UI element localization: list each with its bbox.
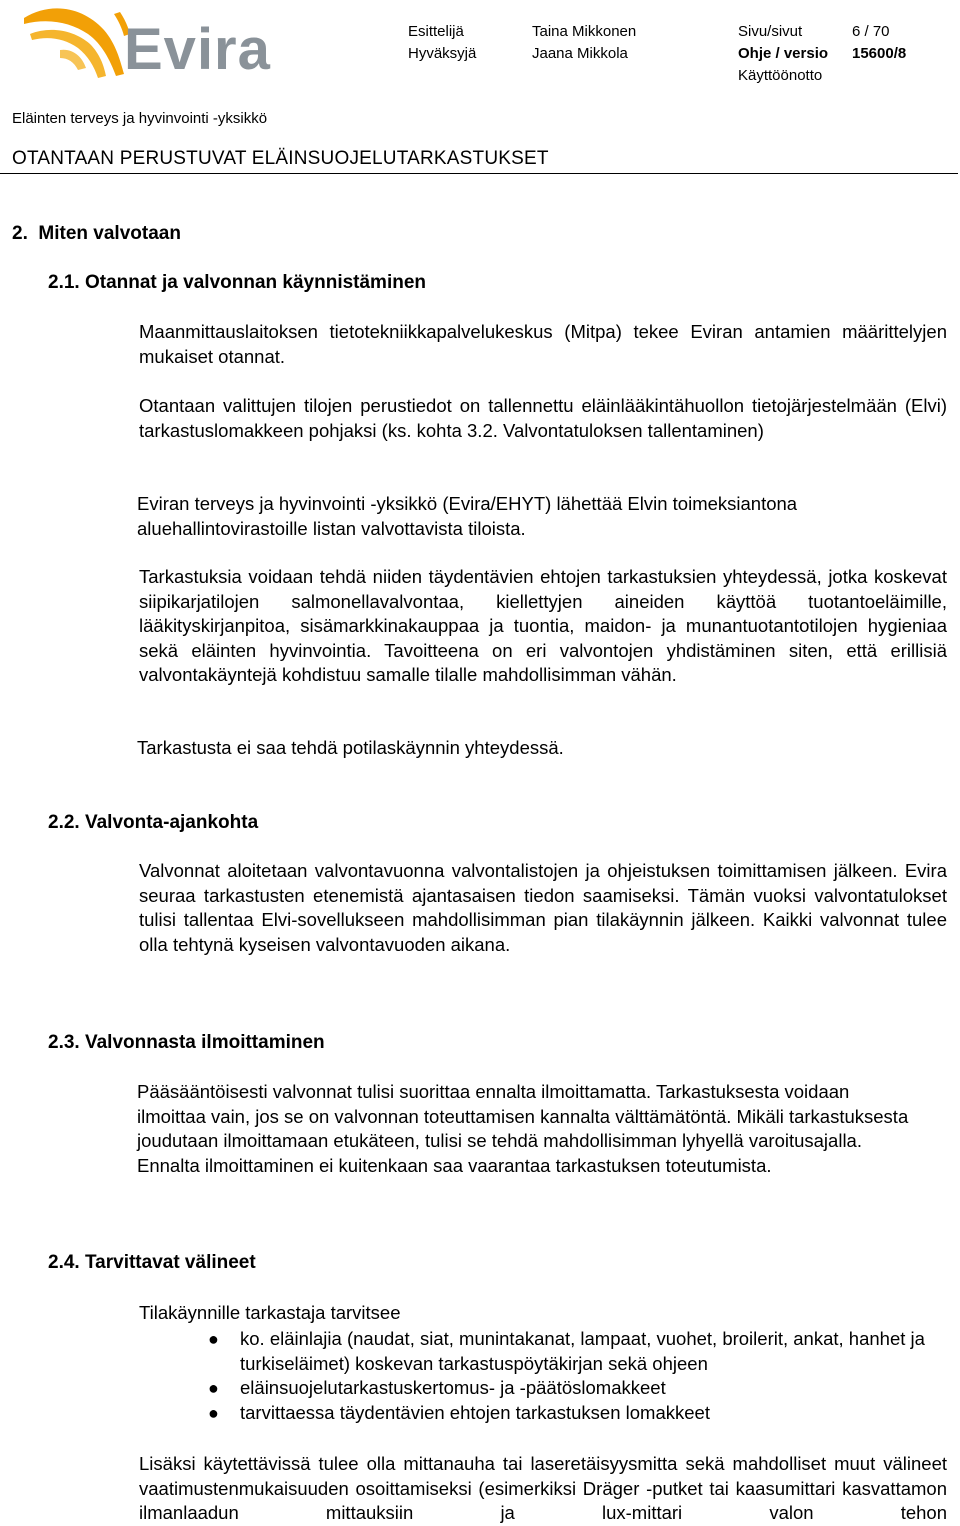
bullet-icon: ● (208, 1378, 219, 1399)
version-label: Ohje / versio (738, 45, 829, 62)
approver-name: Jaana Mikkola (532, 45, 628, 62)
approver-label: Hyväksyjä (408, 45, 477, 62)
logo-wordmark: Evira (124, 17, 271, 82)
list-item (140, 1327, 950, 1376)
bullet-icon: ● (208, 1329, 219, 1349)
section-heading-2-4: 2.4. Tarvittavat välineet (48, 1252, 256, 1273)
list-item (140, 1376, 950, 1401)
page-label: Sivu/sivut (738, 23, 803, 40)
list-item-text: eläinsuojelutarkastuskertomus- ja -päätöslomakkeet (240, 1377, 666, 1399)
author-name: Taina Mikkonen (532, 23, 637, 40)
section-heading-2-2: 2.2. Valvonta-ajankohta (48, 812, 259, 833)
paragraph-basic-data: Otantaan valittujen tilojen perustiedot on tallennettu eläinlääkintähuollon tietojärjestelmään (Elvi) tarkastuslomakkeen pohjaksi (ks. kohta 3.2. Valvontatuloksen tallentaminen) (139, 395, 947, 441)
list-item-text: ko. eläinlajia (naudat, siat, munintakanat, lampaat, vuohet, broilerit, ankat, hanhet ja turkiseläimet) koskevan tarkastuspöytäkirjan sekä ohjeen (240, 1328, 925, 1374)
bullet-icon: ● (208, 1402, 219, 1423)
paragraph-lists: Eviran terveys ja hyvinvointi -yksikkö (Evira/EHYT) lähettää Elvin toimeksiantona aluehallintovirastoille listan valvottavista tiloista. (137, 493, 798, 539)
unit-name: Eläinten terveys ja hyvinvointi -yksikkö (12, 110, 268, 127)
paragraph-notification: Pääsääntöisesti valvonnat tulisi suorittaa ennalta ilmoittamatta. Tarkastuksesta voidaan ilmoittaa vain, jos se on valvonnan toteuttamisen kannalta välttämätöntä. Mikäli tarkastuksesta joudutaan ilmoittamaan etukäteen, tulisi se tehdä mahdollisimman lyhyellä varoitusajalla. Ennalta ilmoittaminen ei kuitenkaan saa vaarantaa tarkastuksen toteutumista. (137, 1081, 909, 1176)
list-item-text: tarvittaessa täydentävien ehtojen tarkastuksen lomakkeet (240, 1401, 710, 1423)
section-heading-2: 2. Miten valvotaan (12, 223, 181, 244)
paragraph-timing: Valvonnat aloitetaan valvontavuonna valvontalistojen ja ohjeistuksen toimittamisen jälkeen. Evira seuraa tarkastusten etenemistä ajantasaisen tiedon saamiseksi. Tämän vuoksi valvontatulokset tulisi tallentaa Elvi-sovellukseen mahdollisimman pian tilakäynnin jälkeen. Kaikki valvonnat tulee olla tehtynä kyseisen valvontavuoden aikana. (139, 860, 947, 955)
paragraph-patient-visit: Tarkastusta ei saa tehdä potilaskäynnin yhteydessä. (137, 737, 564, 758)
list-item (140, 1401, 950, 1426)
paragraph-sampling: Maanmittauslaitoksen tietotekniikkapalvelukeskus (Mitpa) tekee Eviran antamien määrittelyjen mukaiset otannat. (139, 321, 947, 367)
paragraph-other-equipment: Lisäksi käytettävissä tulee olla mittanauha tai laseretäisyysmitta sekä mahdolliset muut välineet vaatimustenmukaisuuden osoittamiseksi (esimerkiksi Dräger -putket tai kaasumittari kasvattamon ilmanlaadun mittauksiin ja lux-mittari valon tehon (139, 1453, 947, 1524)
equipment-intro: Tilakäynnille tarkastaja tarvitsee (139, 1302, 401, 1323)
header-divider (0, 173, 958, 174)
paragraph-inspections: Tarkastuksia voidaan tehdä niiden täydentävien ehtojen tarkastuksien yhteydessä, jotka koskevat siipikarjatilojen salmonellavalvontaa, kiellettyjen aineiden käyttöä tuotantoeläimille, lääkityskirjanpitoa, sisämarkkinakauppaa ja tuontia, maidon- ja munantuotantotilojen hygieniaa sekä eläinten hyvinvointia. Tavoitteena on eri valvontojen yhdistäminen siten, että erillisiä valvontakäyntejä kohdistuu samalle tilalle mahdollisimman vähän. (139, 566, 947, 686)
page-number: 6 / 70 (852, 23, 890, 40)
author-label: Esittelijä (408, 23, 464, 40)
version-number: 15600/8 (852, 45, 907, 62)
section-heading-2-3: 2.3. Valvonnasta ilmoittaminen (48, 1032, 325, 1053)
document-status: Käyttöönotto (738, 67, 823, 84)
document-title: OTANTAAN PERUSTUVAT ELÄINSUOJELUTARKASTUKSET (12, 148, 549, 169)
section-heading-2-1: 2.1. Otannat ja valvonnan käynnistäminen (48, 272, 427, 293)
equipment-list (140, 1327, 950, 1425)
